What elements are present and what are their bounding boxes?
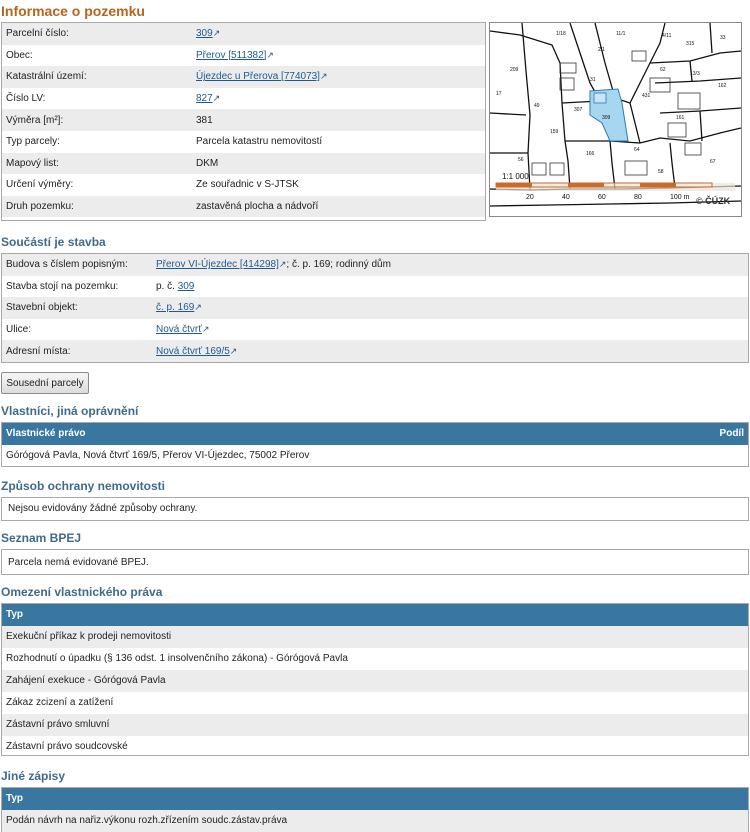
map-parcel-label: 67 <box>710 159 716 165</box>
map-scale-tick: 100 m <box>670 194 690 201</box>
owner-row: Górógová Pavla, Nová čtvrť 169/5, Přerov VI-Újezdec, 75002 Přerov <box>6 450 310 461</box>
section-title-ochrana: Způsob ochrany nemovitosti <box>1 479 166 493</box>
bpej-text: Parcela nemá evidované BPEJ. <box>8 557 149 568</box>
table-row <box>2 45 485 67</box>
map-parcel-label: 64 <box>634 147 640 153</box>
table-row <box>2 66 485 88</box>
map-scale-tick: 60 <box>598 194 606 201</box>
table-row: Exekuční příkaz k prodeji nemovitosti <box>2 626 748 648</box>
map-parcel-label: 166 <box>586 151 595 157</box>
table-row <box>2 23 485 45</box>
external-link-icon[interactable]: ↗ <box>201 324 210 335</box>
page-title: Informace o pozemku <box>1 3 145 19</box>
ochrana-text: Nejsou evidovány žádné způsoby ochrany. <box>8 503 198 514</box>
bpej-box <box>1 549 749 575</box>
table-row <box>2 174 485 196</box>
map-parcel-label: 49 <box>534 103 540 109</box>
objekt-label: Stavební objekt: <box>2 297 152 319</box>
ochrana-box <box>1 497 749 521</box>
info-label: Typ parcely: <box>6 136 60 148</box>
ulice-label: Ulice: <box>6 324 32 336</box>
map-parcel-label: 209 <box>510 67 519 73</box>
table-row: Zákaz zcizení a zatížení <box>6 697 114 708</box>
section-title-bpej: Seznam BPEJ <box>1 531 82 545</box>
building-link[interactable]: Přerov VI-Újezdec [414298] <box>156 259 279 271</box>
table-row: Zástavní právo soudcovské <box>6 741 128 752</box>
map-scale-tick: 20 <box>526 194 534 201</box>
owners-col-share: Podíl <box>719 428 744 439</box>
table-row <box>2 340 748 362</box>
jine-table <box>1 787 749 832</box>
map-parcel-label: 17 <box>496 91 502 97</box>
map-parcel-label: 56 <box>518 157 524 163</box>
building-label: Budova s číslem popisným: <box>2 254 152 276</box>
map-parcel-label: 315 <box>686 41 695 47</box>
owners-col-right: Vlastnické právo <box>6 428 86 439</box>
map-parcel-label: 33 <box>720 35 726 41</box>
external-link-icon[interactable]: ↗ <box>194 302 202 313</box>
table-row <box>2 109 485 131</box>
section-title-omezeni: Omezení vlastnického práva <box>1 585 163 599</box>
map-image[interactable] <box>490 23 741 216</box>
omezeni-table <box>1 603 749 756</box>
info-value-link[interactable]: Přerov [511382] <box>196 49 267 61</box>
info-label: Obec: <box>6 49 33 61</box>
section-title-jine: Jiné zápisy <box>1 769 66 783</box>
map-parcel-label: 162 <box>718 83 727 89</box>
objekt-link[interactable]: č. p. 169 <box>156 302 195 314</box>
table-row: Podán návrh na nařiz.výkonu rozh.zřízením soudc.zástav.práva <box>2 810 748 832</box>
external-link-icon[interactable]: ↗ <box>319 71 328 82</box>
parcel-info-table <box>1 22 486 221</box>
building-table <box>1 253 749 363</box>
map-parcel-label: 1/18 <box>556 31 566 37</box>
adresa-link[interactable]: Nová čtvrť 169/5 <box>156 345 230 357</box>
info-value-link[interactable]: 309 <box>196 28 213 40</box>
map-parcel-label: 431 <box>642 93 651 99</box>
table-row <box>2 276 748 298</box>
owners-header <box>2 423 748 445</box>
map-parcel-label: 159 <box>550 129 559 135</box>
map-parcel-label: 2/1 <box>598 47 605 53</box>
map-parcel-label: 31 <box>590 77 596 83</box>
info-value: Ze souřadnic v S-JTSK <box>196 179 299 191</box>
info-value: 381 <box>192 109 485 131</box>
map-parcel-label: 4/11 <box>662 33 672 39</box>
adresa-label: Adresní místa: <box>2 340 152 362</box>
info-value: zastavěná plocha a nádvoří <box>192 196 485 218</box>
table-row <box>2 153 485 175</box>
external-link-icon[interactable]: ↗ <box>212 28 221 39</box>
table-row <box>2 88 485 110</box>
stoji-label: Stavba stojí na pozemku: <box>6 280 119 292</box>
info-label: Výměra [m²]: <box>2 109 192 131</box>
info-label: Parcelní číslo: <box>2 23 192 45</box>
jine-header: Typ <box>2 788 748 810</box>
section-title-vlastnici: Vlastníci, jiná oprávnění <box>1 404 139 418</box>
map-copyright: © ČÚZK <box>696 196 731 206</box>
map-parcel-label: 307 <box>574 107 583 113</box>
info-value-link[interactable]: 827 <box>196 93 213 105</box>
info-label: Určení výměry: <box>6 179 74 191</box>
cadastral-map[interactable] <box>489 22 742 217</box>
table-row <box>2 254 748 276</box>
info-label: Číslo LV: <box>6 93 46 105</box>
map-scale: 1:1 000 <box>502 172 529 181</box>
omezeni-header: Typ <box>2 604 748 626</box>
map-scale-tick: 40 <box>562 194 570 201</box>
stoji-link[interactable]: 309 <box>177 280 195 292</box>
table-row: Zahájení exekuce - Górógová Pavla <box>2 670 748 692</box>
map-scale-tick: 80 <box>634 194 642 201</box>
owners-table <box>1 422 749 467</box>
info-value-link[interactable]: Újezdec u Přerova [774073] <box>196 71 320 83</box>
external-link-icon[interactable]: ↗ <box>278 259 287 270</box>
table-row <box>2 131 485 153</box>
map-parcel-label: 58 <box>658 169 664 175</box>
map-parcel-label: 13/3 <box>690 71 700 77</box>
map-parcel-label: 309 <box>602 115 611 121</box>
map-parcel-label: 62 <box>660 67 666 73</box>
table-row <box>2 297 748 319</box>
map-parcel-label: 161 <box>676 115 685 121</box>
info-label: Druh pozemku: <box>2 196 192 218</box>
info-value: DKM <box>192 153 485 175</box>
info-label: Mapový list: <box>2 153 192 175</box>
info-value: Parcela katastru nemovitostí <box>196 136 323 148</box>
external-link-icon[interactable]: ↗ <box>229 345 238 356</box>
building-rest: ; č. p. 169; rodinný dům <box>286 259 391 271</box>
stoji-prefix: p. č. <box>156 280 175 292</box>
external-link-icon[interactable]: ↗ <box>212 93 221 104</box>
sousedni-parcely-button[interactable]: Sousední parcely <box>1 372 89 394</box>
external-link-icon[interactable]: ↗ <box>266 49 274 60</box>
table-row <box>2 196 485 218</box>
section-title-stavba: Součástí je stavba <box>1 235 106 249</box>
table-row: Zástavní právo smluvní <box>2 714 748 736</box>
map-parcel-label: 11/1 <box>616 31 626 37</box>
info-label: Katastrální území: <box>2 66 192 88</box>
table-row: Rozhodnutí o úpadku (§ 136 odst. 1 insolvenčního zákona) - Górógová Pavla <box>6 653 348 664</box>
table-row <box>2 319 748 341</box>
ulice-link[interactable]: Nová čtvrť <box>156 324 202 336</box>
